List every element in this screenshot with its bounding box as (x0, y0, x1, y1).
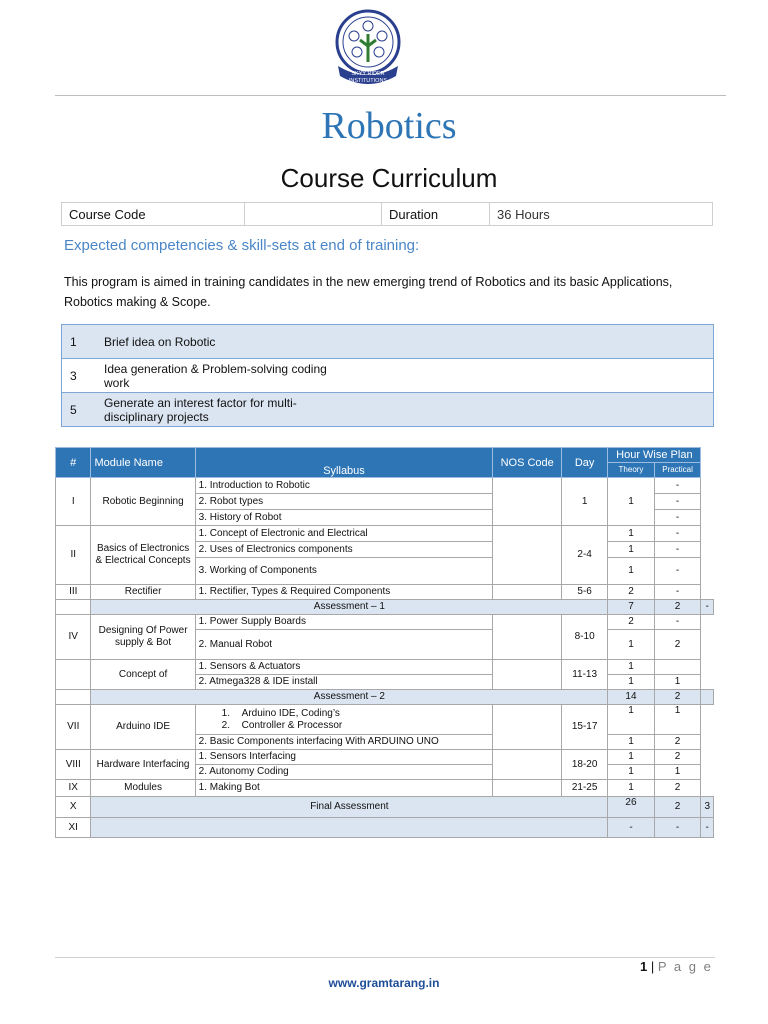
practical-cell: 2 (654, 630, 701, 660)
logo-text-2: INSTITUTIONS (348, 78, 388, 84)
module-num: VIII (56, 750, 91, 780)
practical-cell: - (701, 600, 714, 615)
theory-cell: 1 (608, 780, 654, 797)
table-row (56, 690, 714, 705)
practical-cell: - (654, 510, 701, 526)
header-hour-plan: Hour Wise Plan (608, 448, 701, 463)
practical-cell: - (654, 494, 701, 510)
header-module: Module Name (91, 448, 195, 478)
course-info-table (61, 202, 713, 226)
module-name: Basics of Electronics & Electrical Concepts (91, 526, 195, 585)
curriculum-table (55, 447, 714, 838)
theory-cell: 1 (608, 542, 654, 558)
theory-cell: 1 (608, 750, 654, 765)
module-name: Robotic Beginning (91, 478, 195, 526)
theory-cell: 2 (654, 797, 701, 818)
syllabus-item: 2. Uses of Electronics components (195, 542, 493, 558)
syllabus-item: 2. Autonomy Coding (195, 765, 493, 780)
table-row (56, 600, 714, 615)
theory-cell: 1 (608, 735, 654, 750)
skill-number: 1 (62, 325, 97, 359)
syllabus-sub-item: Arduino IDE, Coding’s (241, 707, 340, 719)
assessment-label: Assessment – 2 (91, 690, 608, 705)
theory-cell: 1 (608, 558, 654, 585)
header-num: # (56, 448, 91, 478)
duration-value: 36 Hours (490, 203, 713, 226)
module-name: Concept of (91, 660, 195, 690)
day-cell: 11-13 (562, 660, 608, 690)
syllabus-item: 3. Working of Components (195, 558, 493, 585)
syllabus-item: 1. Sensors Interfacing (195, 750, 493, 765)
footer-divider (55, 957, 715, 958)
theory-cell: 1 (608, 765, 654, 780)
theory-cell: 1 (608, 675, 654, 690)
practical-cell: - (654, 585, 701, 600)
syllabus-item: 1. Sensors & Actuators (195, 660, 493, 675)
syllabus-item: 2. Basic Components interfacing With ARDUINO UNO (195, 735, 493, 750)
module-num: III (56, 585, 91, 600)
syllabus-sub-item: Controller & Processor (241, 719, 343, 731)
theory-cell: 1 (608, 630, 654, 660)
day-cell: 21-25 (562, 780, 608, 797)
skill-text: Generate an interest factor for multi-disciplinary projects (96, 393, 342, 427)
page-word: P a g e (657, 959, 713, 974)
table-row (56, 705, 714, 735)
header-practical: Practical (654, 463, 701, 478)
syllabus-item: 1. Arduino IDE, Coding’s 2. Controller & Processor (195, 705, 493, 735)
skill-number: 3 (62, 359, 97, 393)
table-row (56, 478, 714, 494)
practical-cell: 1 (654, 705, 701, 735)
practical-cell: - (654, 526, 701, 542)
theory-cell: 2 (654, 690, 701, 705)
skill-number: 5 (62, 393, 97, 427)
theory-cell: - (654, 818, 701, 838)
table-row (56, 797, 714, 818)
course-code-label: Course Code (62, 203, 245, 226)
practical-cell: 1 (654, 675, 701, 690)
page-number (640, 959, 713, 974)
syllabus-item: 1. Introduction to Robotic (195, 478, 493, 494)
day-cell: 2-4 (562, 526, 608, 585)
intro-text-b: and its basic Applications, Robotics making & Scope. (64, 275, 673, 309)
page-number-value: 1 (640, 959, 648, 974)
course-code-value (245, 203, 382, 226)
practical-cell: - (701, 818, 714, 838)
day-cell: 5-6 (562, 585, 608, 600)
day-cell: 8-10 (562, 615, 608, 660)
practical-cell: - (654, 615, 701, 630)
theory-cell: 1 (608, 478, 654, 526)
theory-cell: 1 (608, 526, 654, 542)
practical-cell: 3 (701, 797, 714, 818)
module-num: IX (56, 780, 91, 797)
table-row (56, 585, 714, 600)
day-cell: 15-17 (562, 705, 608, 750)
syllabus-item: 2. Atmega328 & IDE install (195, 675, 493, 690)
module-name: Hardware Interfacing (91, 750, 195, 780)
day-cell: 26 (608, 797, 654, 818)
assessment-label: Final Assessment (91, 797, 608, 818)
day-cell: 18-20 (562, 750, 608, 780)
module-name: Modules (91, 780, 195, 797)
page-separator: | (650, 959, 655, 974)
skill-text: Brief idea on Robotic (96, 325, 342, 359)
practical-cell: 2 (654, 750, 701, 765)
day-cell: 7 (608, 600, 654, 615)
syllabus-item: 1. Making Bot (195, 780, 493, 797)
header-day: Day (562, 448, 608, 478)
theory-cell: 2 (608, 585, 654, 600)
module-num: VII (56, 705, 91, 750)
day-cell: 14 (608, 690, 654, 705)
assessment-label: Assessment – 1 (91, 600, 608, 615)
theory-cell: 2 (654, 600, 701, 615)
footer-website: www.gramtarang.in (328, 976, 440, 990)
header-nos: NOS Code (493, 448, 562, 478)
module-name: Designing Of Power supply & Bot (91, 615, 195, 660)
module-name: Rectifier (91, 585, 195, 600)
table-row (56, 780, 714, 797)
intro-paragraph (64, 272, 714, 312)
theory-cell: 1 (608, 660, 654, 675)
duration-label: Duration (382, 203, 490, 226)
day-cell: - (608, 818, 654, 838)
practical-cell: 1 (654, 765, 701, 780)
syllabus-item: 2. Manual Robot (195, 630, 493, 660)
page-title: Robotics (321, 105, 457, 147)
syllabus-item: 1. Concept of Electronic and Electrical (195, 526, 493, 542)
theory-cell: 2 (608, 615, 654, 630)
practical-cell: - (654, 558, 701, 585)
practical-cell: 2 (654, 780, 701, 797)
syllabus-item: 2. Robot types (195, 494, 493, 510)
table-row (56, 615, 714, 630)
skill-text: Idea generation & Problem-solving coding work (96, 359, 342, 393)
institution-logo (330, 6, 406, 90)
practical-cell: 2 (654, 735, 701, 750)
syllabus-item: 1. Rectifier, Types & Required Components (195, 585, 493, 600)
table-row (56, 750, 714, 765)
theory-cell: 1 (608, 705, 654, 735)
table-row (56, 526, 714, 542)
header-theory: Theory (608, 463, 654, 478)
intro-text-a: This program is aimed in training candidates in the new emerging trend (64, 275, 461, 289)
table-row (56, 660, 714, 675)
intro-text-bold: of Robotics (460, 274, 526, 289)
competencies-heading: Expected competencies & skill-sets at end of training: (64, 237, 420, 254)
module-num: IV (56, 615, 91, 660)
module-num: XI (56, 818, 91, 838)
page-subtitle: Course Curriculum (280, 163, 498, 193)
module-name: Arduino IDE (91, 705, 195, 750)
day-cell: 1 (562, 478, 608, 526)
header-syllabus: Syllabus (195, 448, 493, 478)
header-divider (55, 95, 726, 96)
logo-text-1: SKYY RIDER (351, 71, 385, 77)
syllabus-item: 1. Power Supply Boards (195, 615, 493, 630)
skills-table (61, 324, 714, 427)
practical-cell: - (654, 478, 701, 494)
module-num: X (56, 797, 91, 818)
module-num: I (56, 478, 91, 526)
module-num: II (56, 526, 91, 585)
practical-cell: - (654, 542, 701, 558)
syllabus-item: 3. History of Robot (195, 510, 493, 526)
table-row (56, 818, 714, 838)
